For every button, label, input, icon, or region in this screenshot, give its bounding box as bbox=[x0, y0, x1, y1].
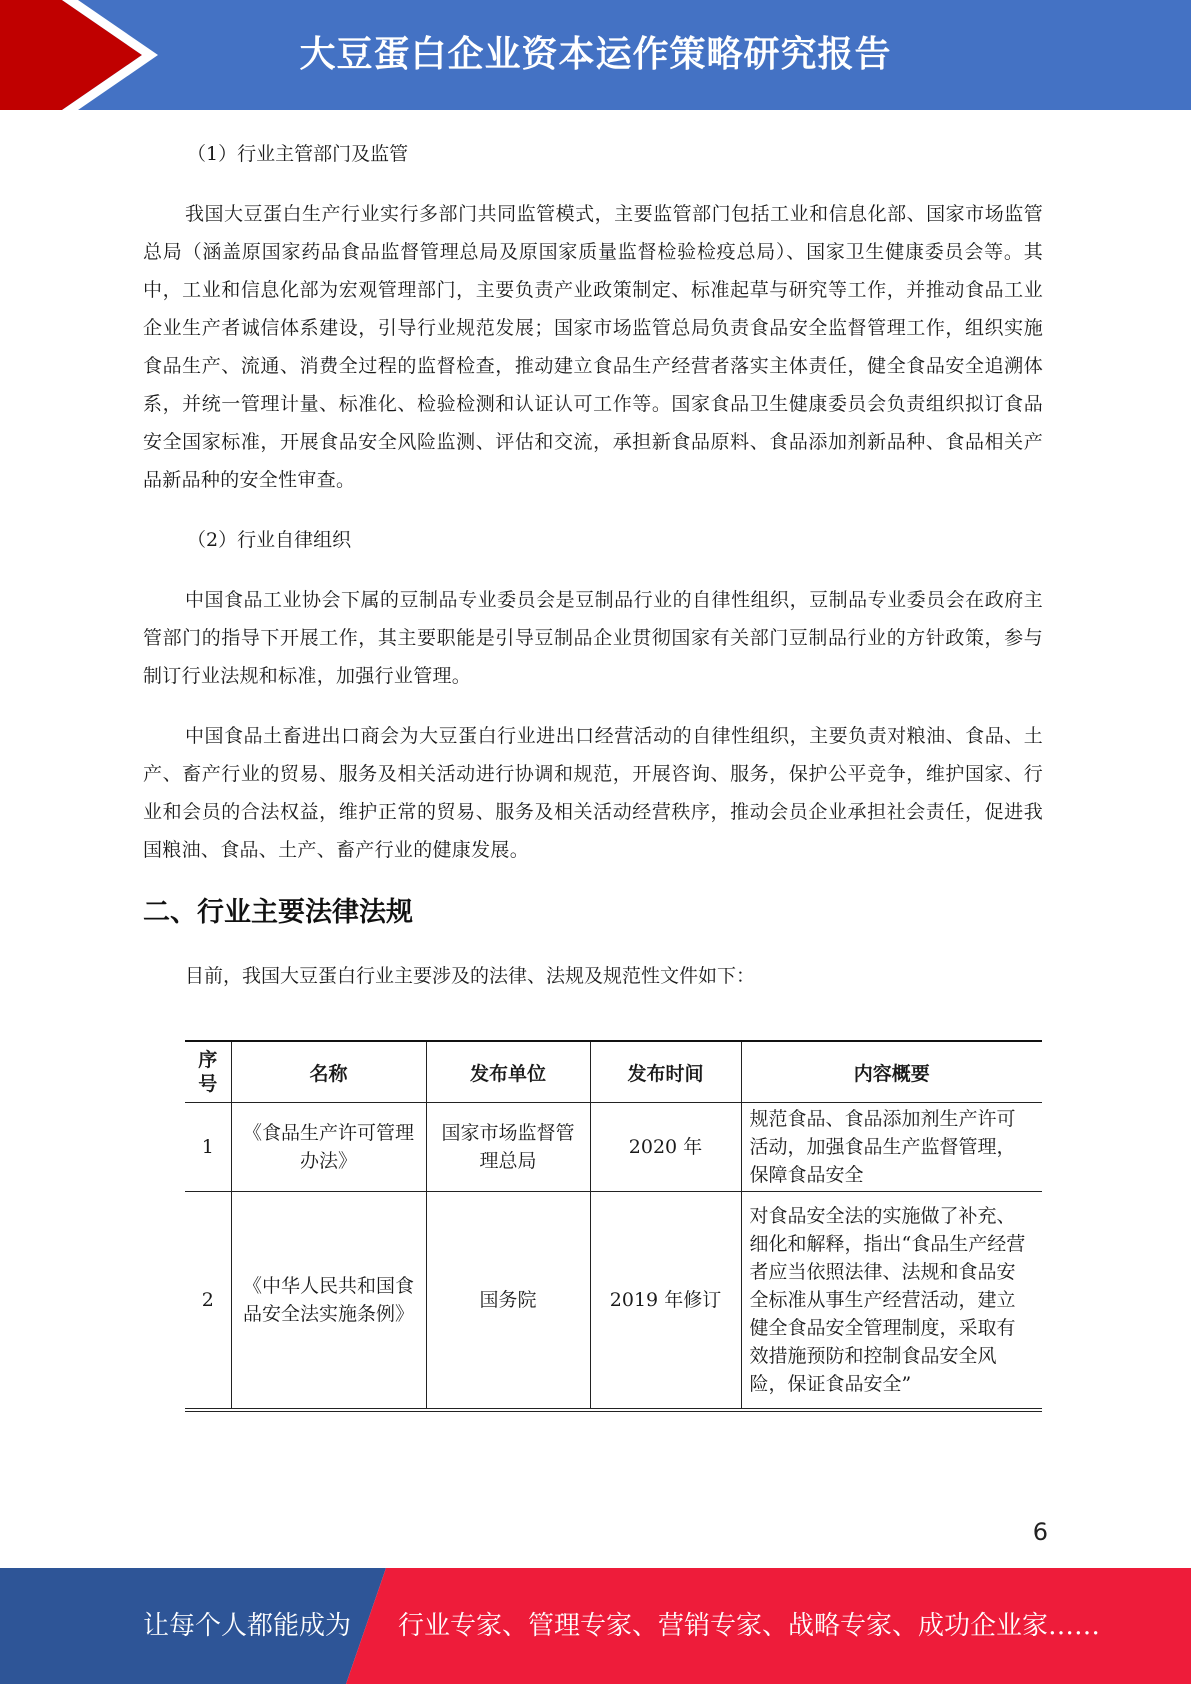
footer-slogan-left: 让每个人都能成为 bbox=[143, 1611, 352, 1641]
col-header-issuer: 发布单位 bbox=[426, 1041, 590, 1103]
subsection-self-regulation-heading: （2）行业自律组织 bbox=[187, 529, 352, 551]
table-row bbox=[185, 1103, 1042, 1192]
page-footer bbox=[0, 1568, 1191, 1684]
table-row bbox=[185, 1192, 1042, 1410]
cell-index: 1 bbox=[185, 1103, 231, 1192]
table-header-row bbox=[185, 1041, 1042, 1103]
page-number: 6 bbox=[1032, 1518, 1048, 1546]
cell-summary: 规范食品、食品添加剂生产许可活动，加强食品生产监督管理，保障食品安全 bbox=[741, 1103, 1042, 1192]
page-header bbox=[0, 0, 1191, 110]
self-regulation-paragraph-1: 中国食品工业协会下属的豆制品专业委员会是豆制品行业的自律性组织，豆制品专业委员会在政府主管部门的指导下开展工作，其主要职能是引导豆制品企业贯彻国家有关部门豆制品行业的方针政策，参与制订行业法规和标准，加强行业管理。 bbox=[143, 589, 1043, 687]
cell-name: 《食品生产许可管理办法》 bbox=[231, 1103, 426, 1192]
subsection-regulator-heading: （1）行业主管部门及监管 bbox=[187, 143, 409, 165]
footer-slogan-right: 行业专家、管理专家、营销专家、战略专家、成功企业家…… bbox=[398, 1611, 1101, 1641]
col-header-date: 发布时间 bbox=[590, 1041, 741, 1103]
self-regulation-paragraph-2: 中国食品土畜进出口商会为大豆蛋白行业进出口经营活动的自律性组织，主要负责对粮油、食品、土产、畜产行业的贸易、服务及相关活动进行协调和规范，开展咨询、服务，保护公平竞争，维护国家、行业和会员的合法权益，维护正常的贸易、服务及相关活动经营秩序，推动会员企业承担社会责任，促进我国粮油、食品、土产、畜产行业的健康发展。 bbox=[143, 725, 1043, 861]
cell-issuer: 国家市场监督管理总局 bbox=[426, 1103, 590, 1192]
cell-date: 2020 年 bbox=[590, 1103, 741, 1192]
section-heading-laws: 二、行业主要法律法规 bbox=[143, 897, 413, 928]
report-title: 大豆蛋白企业资本运作策略研究报告 bbox=[299, 34, 892, 75]
cell-index: 2 bbox=[185, 1192, 231, 1410]
laws-table bbox=[185, 1040, 1042, 1412]
cell-summary: 对食品安全法的实施做了补充、细化和解释，指出“食品生产经营者应当依照法律、法规和食品安全标准从事生产经营活动，建立健全食品安全管理制度，采取有效措施预防和控制食品安全风险，保证食品安全” bbox=[741, 1192, 1042, 1410]
main-content bbox=[143, 135, 1043, 995]
col-header-index: 序号 bbox=[185, 1041, 231, 1103]
cell-date: 2019 年修订 bbox=[590, 1192, 741, 1410]
col-header-name: 名称 bbox=[231, 1041, 426, 1103]
cell-name: 《中华人民共和国食品安全法实施条例》 bbox=[231, 1192, 426, 1410]
col-header-summary: 内容概要 bbox=[741, 1041, 1042, 1103]
laws-intro-text: 目前，我国大豆蛋白行业主要涉及的法律、法规及规范性文件如下： bbox=[185, 965, 756, 987]
regulator-paragraph: 我国大豆蛋白生产行业实行多部门共同监管模式，主要监管部门包括工业和信息化部、国家市场监管总局（涵盖原国家药品食品监督管理总局及原国家质量监督检验检疫总局）、国家卫生健康委员会等。其中，工业和信息化部为宏观管理部门，主要负责产业政策制定、标准起草与研究等工作，并推动食品工业企业生产者诚信体系建设，引导行业规范发展；国家市场监管总局负责食品安全监督管理工作，组织实施食品生产、流通、消费全过程的监督检查，推动建立食品生产经营者落实主体责任，健全食品安全追溯体系，并统一管理计量、标准化、检验检测和认证认可工作等。国家食品卫生健康委员会负责组织拟订食品安全国家标准，开展食品安全风险监测、评估和交流，承担新食品原料、食品添加剂新品种、食品相关产品新品种的安全性审查。 bbox=[143, 203, 1043, 491]
cell-issuer: 国务院 bbox=[426, 1192, 590, 1410]
